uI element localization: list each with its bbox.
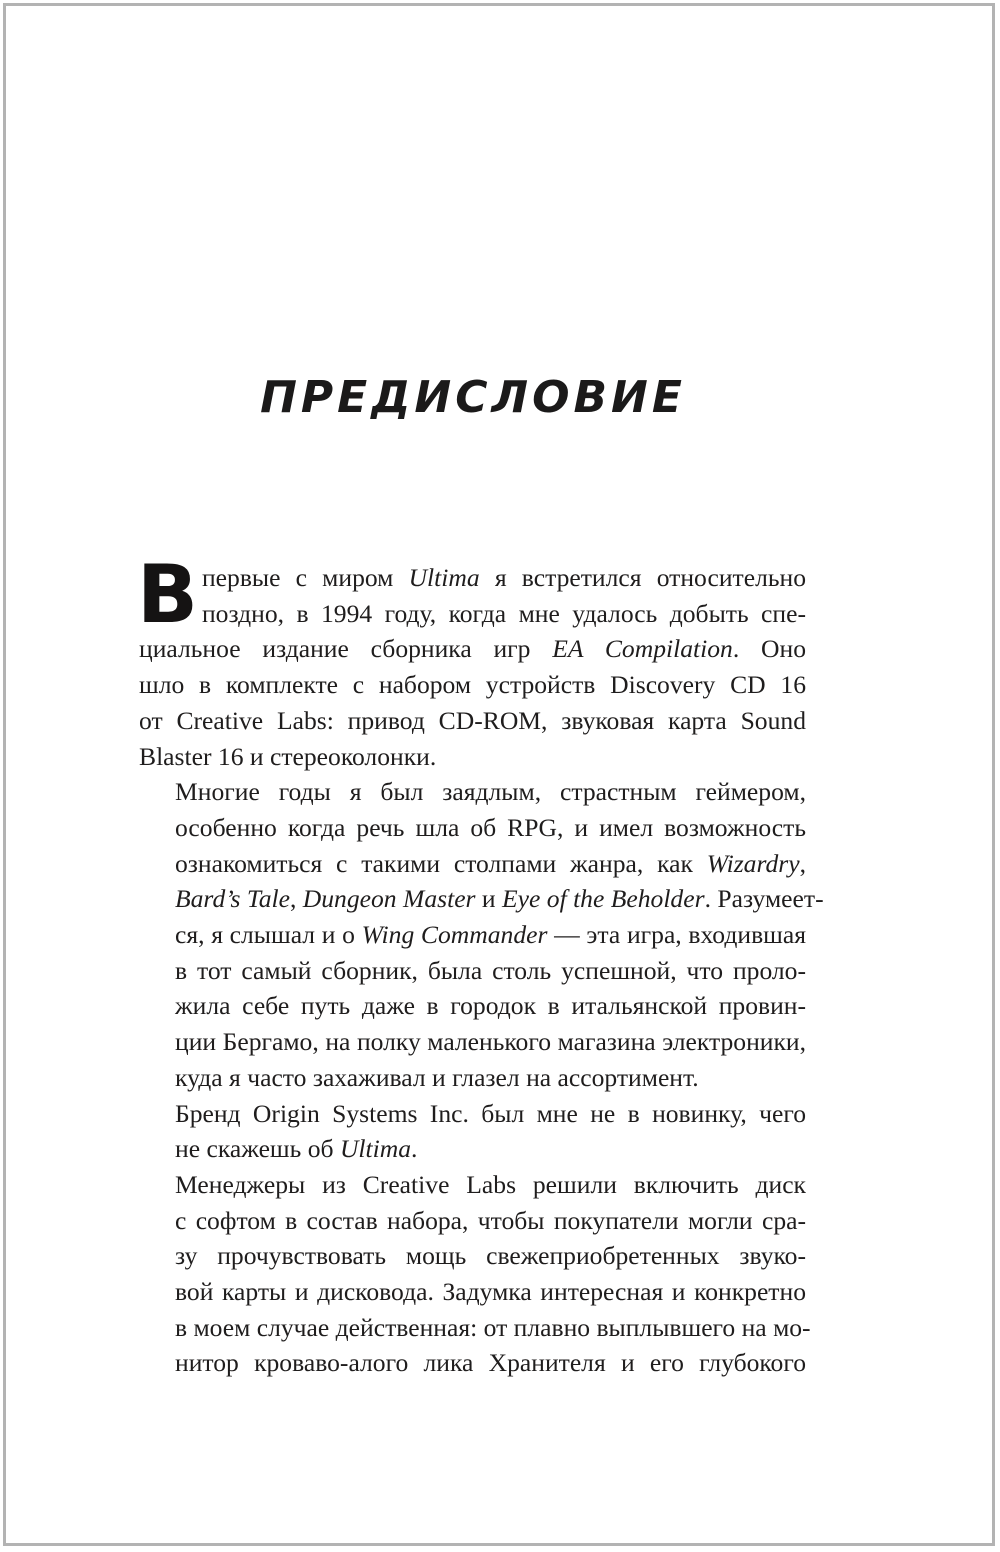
text-line: [139, 917, 806, 953]
text-run: поздно, в 1994 году, когда мне удалось добыть спе-: [201, 598, 806, 628]
italic-title: Wing Commander: [361, 920, 548, 950]
paragraph: [139, 774, 824, 1095]
text-run: Бренд Origin Systems Inc. был мне не в новинку, чего: [175, 1098, 806, 1128]
text-run: Менеджеры из Creative Labs решили включить диск: [175, 1169, 806, 1199]
italic-title: EA Compilation: [552, 634, 733, 664]
text-line: [139, 1238, 806, 1274]
text-line: [139, 810, 806, 846]
chapter-title: ПРЕДИСЛОВИЕ: [260, 372, 686, 423]
text-run: особенно когда речь шла об RPG, и имел возможность: [175, 812, 806, 842]
text-line: [139, 1024, 806, 1060]
text-run: нитор кроваво-алого лика Хранителя и его глубокого: [175, 1348, 806, 1378]
text-line: [139, 703, 806, 739]
text-run: жила себе путь даже в городок в итальянской провин-: [175, 991, 806, 1021]
paragraph: [137, 548, 807, 774]
text-run: Blaster 16 и стереоколонки.: [139, 741, 437, 771]
body-text: [137, 548, 824, 1381]
paragraph: [139, 1167, 811, 1381]
text-run: ,: [799, 848, 806, 878]
text-line: [139, 1274, 806, 1310]
text-line: [139, 953, 806, 989]
text-run: ,: [289, 884, 303, 914]
text-line: [139, 1060, 806, 1096]
italic-title: Ultima: [339, 1134, 412, 1164]
text-run: ознакомиться с такими столпами жанра, как: [175, 848, 707, 878]
drop-cap: В: [137, 548, 198, 641]
italic-title: Ultima: [408, 563, 480, 592]
text-run: с софтом в состав набора, чтобы покупатели могли сра-: [175, 1205, 806, 1235]
text-run: . Оно: [732, 634, 806, 664]
text-line: [139, 1131, 806, 1167]
text-line: [139, 988, 806, 1024]
text-run: ся, я слышал и о: [175, 920, 362, 950]
text-run: первые с миром: [201, 563, 409, 592]
text-run: не скажешь об: [175, 1134, 340, 1164]
text-run: .: [411, 1134, 418, 1164]
text-run: циальное издание сборника игр: [139, 634, 553, 664]
text-run: куда я часто захаживал и глазел на ассортимент.: [175, 1062, 699, 1092]
italic-title: Dungeon Master: [302, 884, 476, 914]
italic-title: Bard’s Tale: [175, 884, 290, 914]
text-line: [139, 1345, 806, 1381]
text-run: ции Бергамо, на полку маленького магазина электроники,: [175, 1027, 806, 1057]
text-line: [139, 1167, 806, 1203]
text-line: [139, 596, 806, 632]
text-run: в тот самый сборник, была столь успешной, что проло-: [175, 955, 806, 985]
text-run: в моем случае действенная: от плавно выплывшего на мо-: [175, 1312, 811, 1342]
text-run: Многие годы я был заядлым, страстным геймером,: [175, 777, 806, 807]
text-run: шло в комплекте с набором устройств Discovery CD 16: [139, 670, 806, 700]
text-run: и: [475, 884, 503, 914]
text-run: зу прочувствовать мощь свежеприобретенных звуко-: [175, 1241, 806, 1271]
text-line: [139, 739, 806, 775]
text-line: [139, 667, 806, 703]
text-line: [139, 846, 806, 882]
text-line: [139, 1310, 811, 1346]
paragraph: [139, 1096, 806, 1167]
text-line: [139, 631, 806, 667]
text-run: вой карты и дисковода. Задумка интересная и конкретно: [175, 1277, 806, 1307]
text-run: от Creative Labs: привод CD-ROM, звуковая карта Sound: [139, 705, 806, 735]
text-line: [139, 560, 806, 596]
text-run: — эта игра, входившая: [547, 920, 806, 950]
text-line: [139, 1096, 806, 1132]
text-run: я встретился относительно: [479, 563, 807, 592]
text-line: [139, 774, 806, 810]
text-line: [139, 881, 824, 917]
italic-title: Wizardry: [706, 848, 800, 878]
text-line: [139, 1203, 806, 1239]
italic-title: Eye of the Beholder: [502, 884, 705, 914]
text-run: . Разумеет-: [704, 884, 824, 914]
